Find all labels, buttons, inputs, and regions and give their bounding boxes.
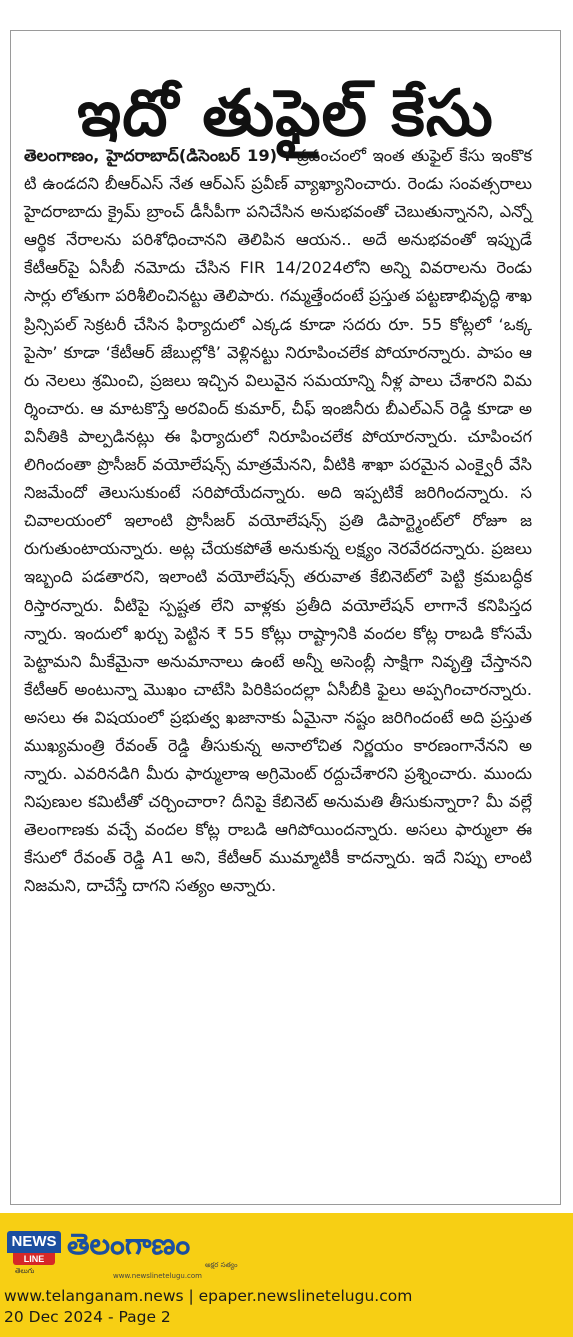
telanganam-tagline: అక్షర సత్యం xyxy=(205,1261,238,1269)
footer-links[interactable]: www.telanganam.news | epaper.newslinetelugu.com xyxy=(4,1287,413,1305)
footer-date-page: 20 Dec 2024 - Page 2 xyxy=(4,1308,171,1326)
telanganam-name: తెలంగాణం xyxy=(67,1227,191,1261)
article-body xyxy=(24,142,532,901)
headline: ఇదో తుఫైల్ కేసు xyxy=(77,77,494,151)
article-text: ప్రపంచంలో ఇంత తుఫైల్ కేసు ఇంకొకటి ఉండదని బీఆర్ఎస్ నేత ఆర్ఎస్ ప్రవీణ్ వ్యాఖ్యానించారు. రెండు సంవత్సరాలు హైదరాబాదు క్రైమ్ బ్రాంచ్ డీసీపీగా పనిచేసిన అనుభవంతో చెబుతున్నానని, ఎన్నో ఆర్థిక నేరాలను పరిశోధించానని తెలిపిన ఆయన.. అదే అనుభవంతో ఇప్పుడే కేటీఆర్‌పై ఏసీబీ నమోదు చేసిన FIR 14/2024లోని అన్ని వివరాలను రెండు సార్లు లోతుగా పరిశీలించినట్టు తెలిపారు. గమ్మత్తేందంటే ప్రస్తుత పట్టణాభివృద్ధి శాఖ ప్రిన్సిపల్ సెక్రటరీ చేసిన ఫిర్యాదులో ఎక్కడ కూడా సదరు రూ. 55 కోట్లలో ‘ఒక్క పైసా’ కూడా ‘కేటీఆర్ జేబుల్లోకి’ వెళ్లినట్టు నిరూపించలేక పోయారన్నారు. పాపం ఆరు నెలలు శ్రమించి, ప్రజలు ఇచ్చిన విలువైన సమయాన్ని నీళ్ల పాలు చేశారని విమర్శించారు. ఆ మాటకొస్తే అరవింద్ కుమార్, చీఫ్ ఇంజినీరు బీఎల్ఎన్ రెడ్డి కూడా అవినీతికి పాల్పడినట్లు ఈ ఫిర్యాదులో నిరూపించలేక పోయారన్నారు. చూపించగలిగిందంతా ప్రొసీజర్ వయోలేషన్స్ మాత్రమేనని, వీటికి శాఖా పరమైన ఎంక్వైరీ వేసి నిజమేందో తెలుసుకుంటే సరిపోయేదన్నారు. అది ఇప్పటికే జరిగిందన్నారు. సచివాలయంలో ఇలాంటి ప్రొసీజర్ వయోలేషన్స్ ప్రతి డిపార్ట్మెంట్‌లో రోజూ జరుగుతుంటాయన్నారు. అట్ల చేయకపోతే అనుకున్న లక్ష్యం నెరవేరదన్నారు. ప్రజలు ఇబ్బంది పడతారని, ఇలాంటి వయోలేషన్స్ తరువాత కేబినెట్‌లో పెట్టి క్రమబద్ధీకరిస్తారన్నారు. వీటిపై స్పష్టత లేని వాళ్లకు ప్రతీది వయోలేషన్ లాగానే కనిపిస్తదన్నారు. ఇందులో ఖర్చు పెట్టిన ₹ 55 కోట్లు రాష్ట్రానికి వందల కోట్ల రాబడి కోసమే పెట్టామని మీకేమైనా అనుమానాలు ఉంటే అన్నీ అసెంబ్లీ సాక్షిగా నివృత్తి చేస్తానని కేటీఆర్ అంటున్నా మొఖం చాటేసి పిరికిపందల్లా ఏసీబీకి ఫైలు అప్పగించారన్నారు. అసలు ఈ విషయంలో ప్రభుత్వ ఖజానాకు ఏమైనా నష్టం జరిగిందంటే అది ప్రస్తుత ముఖ్యమంత్రి రేవంత్ రెడ్డి తీసుకున్న అనాలోచిత నిర్ణయం కారణంగానేనని అన్నారు. ఎవరినడిగి మీరు ఫార్ములాఇ అగ్రిమెంట్ రద్దుచేశారని ప్రశ్నించారు. ముందు నిపుణుల కమిటీతో చర్చించారా? దీనిపై కేబినెట్ అనుమతి తీసుకున్నారా? మీ వల్లే తెలంగాణకు వచ్చే వందల కోట్ల రాబడి ఆగిపోయిందన్నారు. అసలు ఫార్ములా ఈ కేసులో రేవంత్ రెడ్డి A1 అని, కేటీఆర్ ముమ్మాటికీ కాదన్నారు. ఇదే నిప్పు లాంటి నిజమని, దాచేస్తే దాగని సత్యం అన్నారు. xyxy=(24,146,532,896)
telanganam-url: www.newslinetelugu.com xyxy=(113,1272,202,1280)
footer-banner xyxy=(0,1213,573,1337)
brand-logos xyxy=(7,1227,247,1280)
dateline: తెలంగాణం, హైదరాబాద్(డిసెంబర్ 19) : xyxy=(24,146,291,165)
newsline-logo-sub: తెలుగు xyxy=(15,1267,35,1275)
newsline-logo-bottom: LINE xyxy=(13,1253,55,1265)
telanganam-logo xyxy=(67,1227,247,1280)
newsline-logo xyxy=(7,1231,61,1275)
newsline-logo-top: NEWS xyxy=(7,1231,61,1253)
